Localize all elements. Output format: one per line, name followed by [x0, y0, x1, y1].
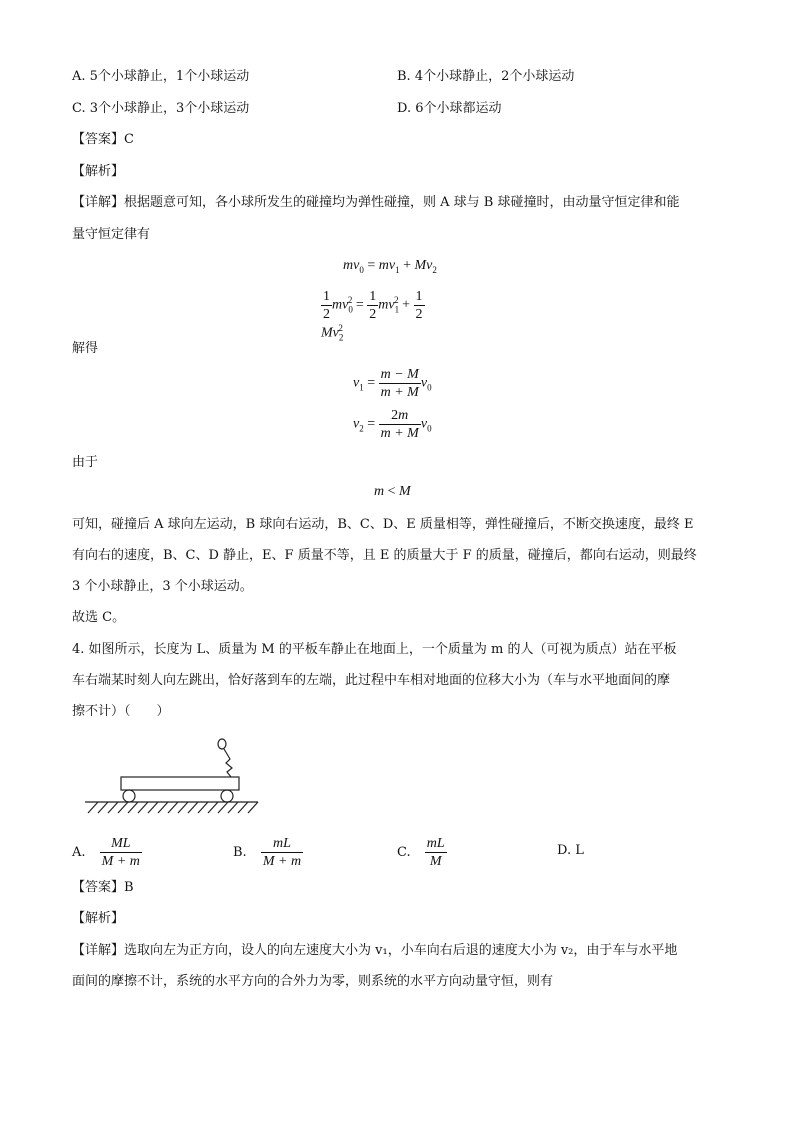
- q4-option-b: B. $\frac{mL}{M + m}$: [233, 836, 302, 869]
- question-stem: 车右端某时刻人向左跳出，恰好落到车的左端，此过程中车相对地面的位移大小为（车与水平地面间的摩: [72, 673, 671, 688]
- person-body: [224, 749, 232, 777]
- question-stem: 4. 如图所示，长度为 L、质量为 M 的平板车静止在地面上，一个质量为 m 的人（可视为质点）站在平板: [72, 642, 677, 657]
- cart-diagram: [80, 735, 270, 815]
- equation-energy: $\frac{1}{2}$ $mv_0^2$ = $\frac{1}{2}$ $mv_1^2$ + $\frac{1}{2}$ $Mv_2^2$: [321, 289, 423, 343]
- detail-text: 量守恒定律有: [72, 227, 151, 242]
- equation-v2: $v_2$ = $\frac{2m}{m + M}$ $v_0$: [353, 408, 432, 441]
- analysis-label: 【解析】: [72, 911, 125, 926]
- cart-body: [121, 777, 239, 790]
- option-a: A. 5个小球静止，1个小球运动: [72, 69, 250, 84]
- question-stem: 擦不计）（ ）: [72, 704, 170, 719]
- answer-label: 【答案】C: [72, 132, 134, 147]
- equation-v1: $v_1$ = $\frac{m - M}{m + M}$ $v_0$: [353, 367, 432, 400]
- detail-text: 【详解】选取向左为正方向，设人的向左速度大小为 v₁，小车向右后退的速度大小为 v₂，由于车与水平地: [72, 943, 678, 958]
- conclusion-text: 3 个小球静止，3 个小球运动。: [72, 579, 253, 594]
- q4-option-a: A. $\frac{ML}{M + m}$: [72, 836, 140, 869]
- solve-label: 解得: [72, 341, 99, 356]
- since-label: 由于: [72, 455, 99, 470]
- choice-text: 故选 C。: [72, 610, 126, 625]
- detail-text: 面间的摩擦不计，系统的水平方向的合外力为零，则系统的水平方向动量守恒，则有: [72, 974, 554, 989]
- equation-momentum: $mv_0 = mv_1 + Mv_2$: [343, 258, 437, 275]
- conclusion-text: 有向右的速度，B、C、D 静止，E、F 质量不等，且 E 的质量大于 F 的质量，碰撞后，都向右运动，则最终: [72, 548, 697, 563]
- analysis-label: 【解析】: [72, 164, 125, 179]
- ground-hatch: [88, 802, 258, 813]
- answer-label: 【答案】B: [72, 880, 134, 895]
- person-head: [218, 739, 226, 749]
- right-wheel: [221, 790, 233, 802]
- q4-option-c: C. $\frac{mL}{M}$: [397, 836, 445, 869]
- detail-text: 【详解】根据题意可知，各小球所发生的碰撞均为弹性碰撞，则 A 球与 B 球碰撞时，由动量守恒定律和能: [72, 195, 680, 210]
- conclusion-text: 可知，碰撞后 A 球向左运动，B 球向右运动，B、C、D、E 质量相等，弹性碰撞后，不断交换速度，最终 E: [72, 517, 694, 532]
- left-wheel: [123, 790, 135, 802]
- q4-option-d: D. L: [557, 843, 584, 858]
- option-d: D. 6个小球都运动: [397, 101, 502, 116]
- option-b: B. 4个小球静止，2个小球运动: [397, 69, 575, 84]
- option-c: C. 3个小球静止，3个小球运动: [72, 101, 250, 116]
- equation-inequality: m < M: [374, 484, 411, 499]
